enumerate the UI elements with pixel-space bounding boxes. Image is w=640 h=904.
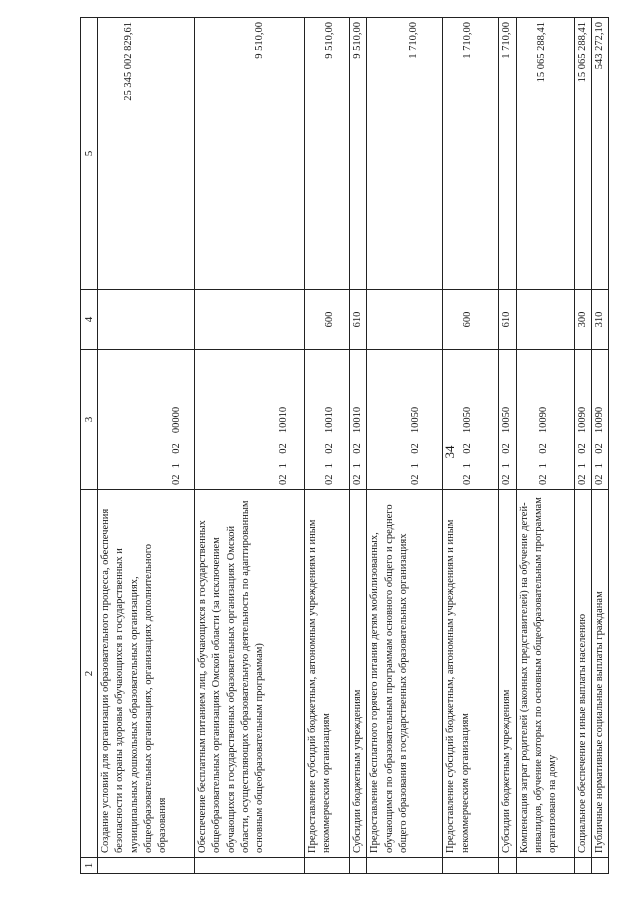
code-direction: 00000 xyxy=(171,406,183,434)
code-event: 02 xyxy=(501,443,513,454)
row-type: 610 xyxy=(350,290,367,350)
row-type: 610 xyxy=(499,290,516,350)
row-amount: 1 710,00 xyxy=(443,18,499,290)
header-col-3: 3 xyxy=(81,350,98,490)
row-empty-cell xyxy=(591,858,608,874)
code-program: 02 xyxy=(352,474,364,485)
row-amount: 1 710,00 xyxy=(367,18,443,290)
code-subprogram: 1 xyxy=(410,463,422,469)
code-direction: 10090 xyxy=(537,406,549,434)
code-program: 02 xyxy=(501,474,513,485)
row-amount: 15 065 288,41 xyxy=(516,18,574,290)
code-subprogram: 1 xyxy=(462,463,474,469)
code-event: 02 xyxy=(324,443,336,454)
table-row xyxy=(591,18,608,874)
code-direction: 10090 xyxy=(576,406,588,434)
row-amount: 9 510,00 xyxy=(195,18,305,290)
table-row xyxy=(574,18,591,874)
row-type xyxy=(516,290,574,350)
code-program: 02 xyxy=(576,474,588,485)
row-empty-cell xyxy=(499,858,516,874)
row-amount: 543 272,10 xyxy=(591,18,608,290)
row-empty-cell xyxy=(443,858,499,874)
row-name: Субсидии бюджетным учреждениям xyxy=(350,490,367,858)
code-subprogram: 1 xyxy=(593,463,605,469)
table-row xyxy=(499,18,516,874)
code-event: 02 xyxy=(410,443,422,454)
code-direction: 10050 xyxy=(410,406,422,434)
row-empty-cell xyxy=(98,858,195,874)
header-row xyxy=(81,18,98,874)
code-program: 02 xyxy=(462,474,474,485)
code-direction: 10010 xyxy=(352,406,364,434)
row-name: Предоставление субсидий бюджетным, автономным учреждениям и иным некоммерческим организациям xyxy=(443,490,499,858)
table-row xyxy=(350,18,367,874)
code-event: 02 xyxy=(352,443,364,454)
row-empty-cell xyxy=(195,858,305,874)
header-col-4: 4 xyxy=(81,290,98,350)
budget-table xyxy=(80,17,609,874)
code-subprogram: 1 xyxy=(324,463,336,469)
code-program: 02 xyxy=(593,474,605,485)
code-event: 02 xyxy=(576,443,588,454)
code-subprogram: 1 xyxy=(537,463,549,469)
row-type xyxy=(195,290,305,350)
page-number: 34 xyxy=(442,445,457,459)
code-direction: 10050 xyxy=(501,406,513,434)
row-code xyxy=(574,350,591,490)
header-col-1: 1 xyxy=(81,858,98,874)
row-name: Публичные нормативные социальные выплаты гражданам xyxy=(591,490,608,858)
row-amount: 9 510,00 xyxy=(350,18,367,290)
row-empty-cell xyxy=(367,858,443,874)
row-type xyxy=(367,290,443,350)
row-name: Субсидии бюджетным учреждениям xyxy=(499,490,516,858)
header-col-5: 5 xyxy=(81,18,98,290)
row-empty-cell xyxy=(305,858,350,874)
row-name: Предоставление бесплатного горячего питания детям мобилизованных, обучающимся по образовательным программам основного общего и среднего общего образования в государственных образовательных организациях xyxy=(367,490,443,858)
row-name: Социальное обеспечение и иные выплаты населению xyxy=(574,490,591,858)
table-row xyxy=(305,18,350,874)
table-row xyxy=(516,18,574,874)
code-program: 02 xyxy=(410,474,422,485)
code-direction: 10010 xyxy=(278,406,290,434)
table-row xyxy=(443,18,499,874)
row-empty-cell xyxy=(574,858,591,874)
code-program: 02 xyxy=(324,474,336,485)
code-program: 02 xyxy=(171,474,183,485)
row-type: 600 xyxy=(305,290,350,350)
code-event: 02 xyxy=(171,443,183,454)
row-code xyxy=(591,350,608,490)
row-empty-cell xyxy=(516,858,574,874)
code-event: 02 xyxy=(278,443,290,454)
row-name: Предоставление субсидий бюджетным, автономным учреждениям и иным некоммерческим организациям xyxy=(305,490,350,858)
row-code xyxy=(305,350,350,490)
row-code xyxy=(516,350,574,490)
code-program: 02 xyxy=(537,474,549,485)
code-subprogram: 1 xyxy=(171,463,183,469)
row-name: Обеспечение бесплатным питанием лиц, обучающихся в государственных общеобразовательных организациях Омской области (за исключением обучающихся в государственных образовательных организациях Омской области, осуществляющих образовательную деятельность по адаптированным основным общеобразовательным программам) xyxy=(195,490,305,858)
row-type xyxy=(98,290,195,350)
code-direction: 10010 xyxy=(324,406,336,434)
row-code xyxy=(499,350,516,490)
header-col-2: 2 xyxy=(81,490,98,858)
row-type: 600 xyxy=(443,290,499,350)
code-subprogram: 1 xyxy=(576,463,588,469)
code-program: 02 xyxy=(278,474,290,485)
row-name: Создание условий для организации образовательного процесса, обеспечения безопасности и охраны здоровья обучающихся в государственных и муниципальных дошкольных образовательных организациях, общеобразовательных организациях, организациях дополнительного образования xyxy=(98,490,195,858)
code-event: 02 xyxy=(462,443,474,454)
row-code xyxy=(443,350,499,490)
row-code xyxy=(195,350,305,490)
code-direction: 10050 xyxy=(462,406,474,434)
row-name: Компенсация затрат родителей (законных представителей) на обучение детей-инвалидов, обучение которых по основным общеобразовательным программам организовано на дому xyxy=(516,490,574,858)
table-row xyxy=(367,18,443,874)
code-event: 02 xyxy=(593,443,605,454)
row-code xyxy=(350,350,367,490)
row-amount: 1 710,00 xyxy=(499,18,516,290)
row-amount: 25 345 002 829,61 xyxy=(98,18,195,290)
row-type: 300 xyxy=(574,290,591,350)
row-empty-cell xyxy=(350,858,367,874)
row-amount: 9 510,00 xyxy=(305,18,350,290)
table-row xyxy=(195,18,305,874)
row-code xyxy=(367,350,443,490)
code-subprogram: 1 xyxy=(501,463,513,469)
code-event: 02 xyxy=(537,443,549,454)
table-row xyxy=(98,18,195,874)
row-code xyxy=(98,350,195,490)
row-amount: 15 065 288,41 xyxy=(574,18,591,290)
code-subprogram: 1 xyxy=(278,463,290,469)
code-subprogram: 1 xyxy=(352,463,364,469)
row-type: 310 xyxy=(591,290,608,350)
code-direction: 10090 xyxy=(593,406,605,434)
